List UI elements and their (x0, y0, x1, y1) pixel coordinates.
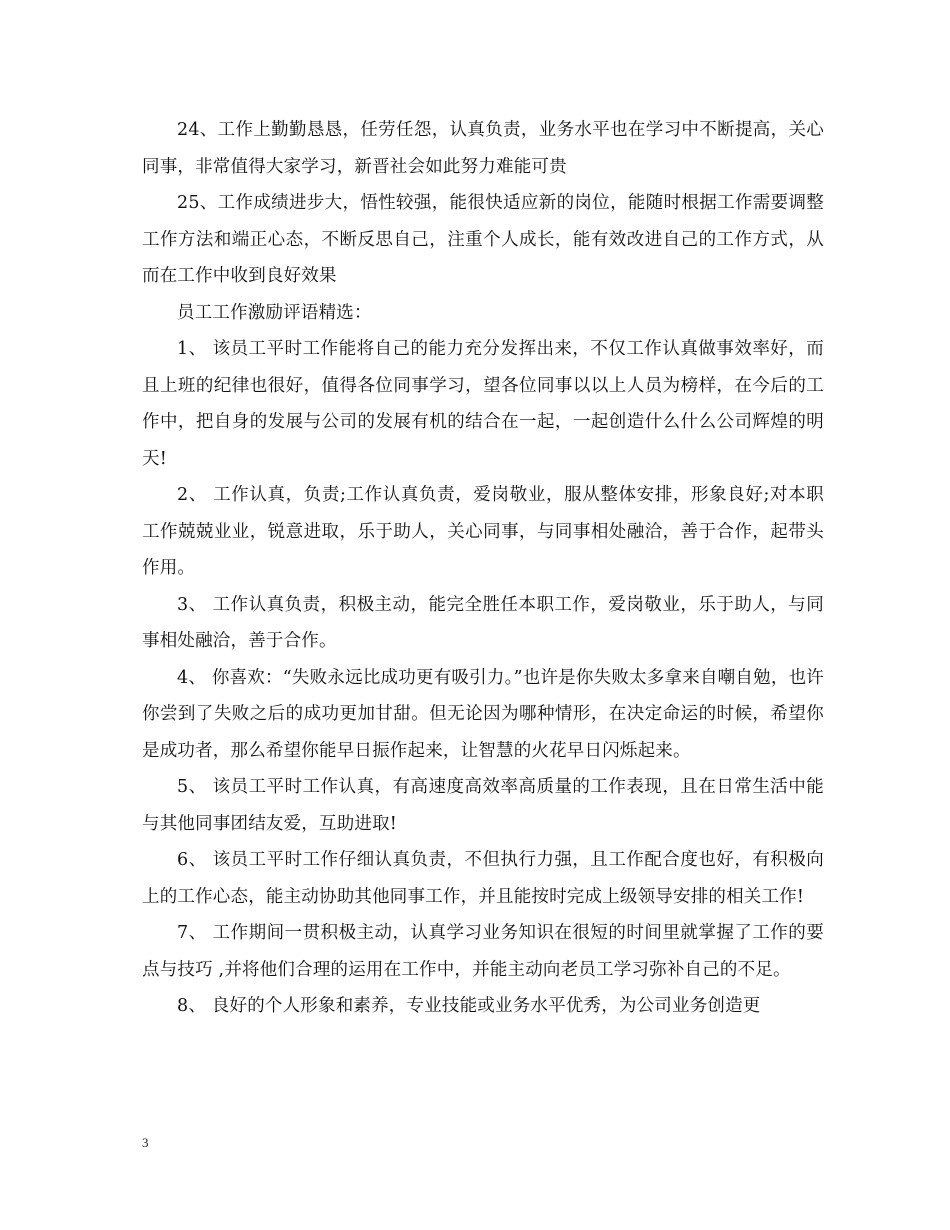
list-item-7: 7、 工作期间一贯积极主动，认真学习业务知识在很短的时间里就掌握了工作的要点与技巧 ,并将他们合理的运用在工作中，并能主动向老员工学习弥补自己的不足。 (142, 923, 824, 980)
list-item-1: 1、 该员工平时工作能将自己的能力充分发挥出来，不仅工作认真做事效率好，而且上班的纪律也很好，值得各位同事学习，望各位同事以以上人员为榜样，在今后的工作中，把自身的发展与公司的发展有机的结合在一起，一起创造什么什么公司辉煌的明天! (142, 339, 824, 469)
list-item-8: 8、 良好的个人形象和素养，专业技能或业务水平优秀，为公司业务创造更 (177, 996, 761, 1016)
section-heading: 员工工作激励评语精选： (177, 302, 372, 323)
page-number: 3 (142, 1135, 149, 1150)
list-item-3: 3、 工作认真负责，积极主动，能完全胜任本职工作，爱岗敬业，乐于助人，与同事相处融洽，善于合作。 (142, 594, 824, 651)
paragraph-24: 24、工作上勤勤恳恳，任劳任怨，认真负责，业务水平也在学习中不断提高，关心同事，非常值得大家学习，新晋社会如此努力难能可贵 (142, 120, 824, 177)
document-body (142, 112, 824, 1025)
paragraph-25: 25、工作成绩进步大，悟性较强，能很快适应新的岗位，能随时根据工作需要调整工作方法和端正心态，不断反思自己，注重个人成长，能有效改进自己的工作方式，从而在工作中收到良好效果 (142, 193, 824, 286)
list-item-6: 6、 该员工平时工作仔细认真负责，不但执行力强，且工作配合度也好，有积极向上的工作心态，能主动协助其他同事工作，并且能按时完成上级领导安排的相关工作! (142, 850, 824, 907)
list-item-2: 2、 工作认真，负责;工作认真负责，爱岗敬业，服从整体安排，形象良好;对本职工作兢兢业业，锐意进取，乐于助人，关心同事，与同事相处融洽，善于合作，起带头作用。 (142, 485, 824, 578)
list-item-5: 5、 该员工平时工作认真，有高速度高效率高质量的工作表现，且在日常生活中能与其他同事团结友爱，互助进取! (142, 777, 824, 834)
list-item-4: 4、 你喜欢：“失败永远比成功更有吸引力。”也许是你失败太多拿来自嘲自勉，也许你尝到了失败之后的成功更加甘甜。但无论因为哪种情形，在决定命运的时候，希望你是成功者，那么希望你能早日振作起来，让智慧的火花早日闪烁起来。 (142, 667, 824, 761)
